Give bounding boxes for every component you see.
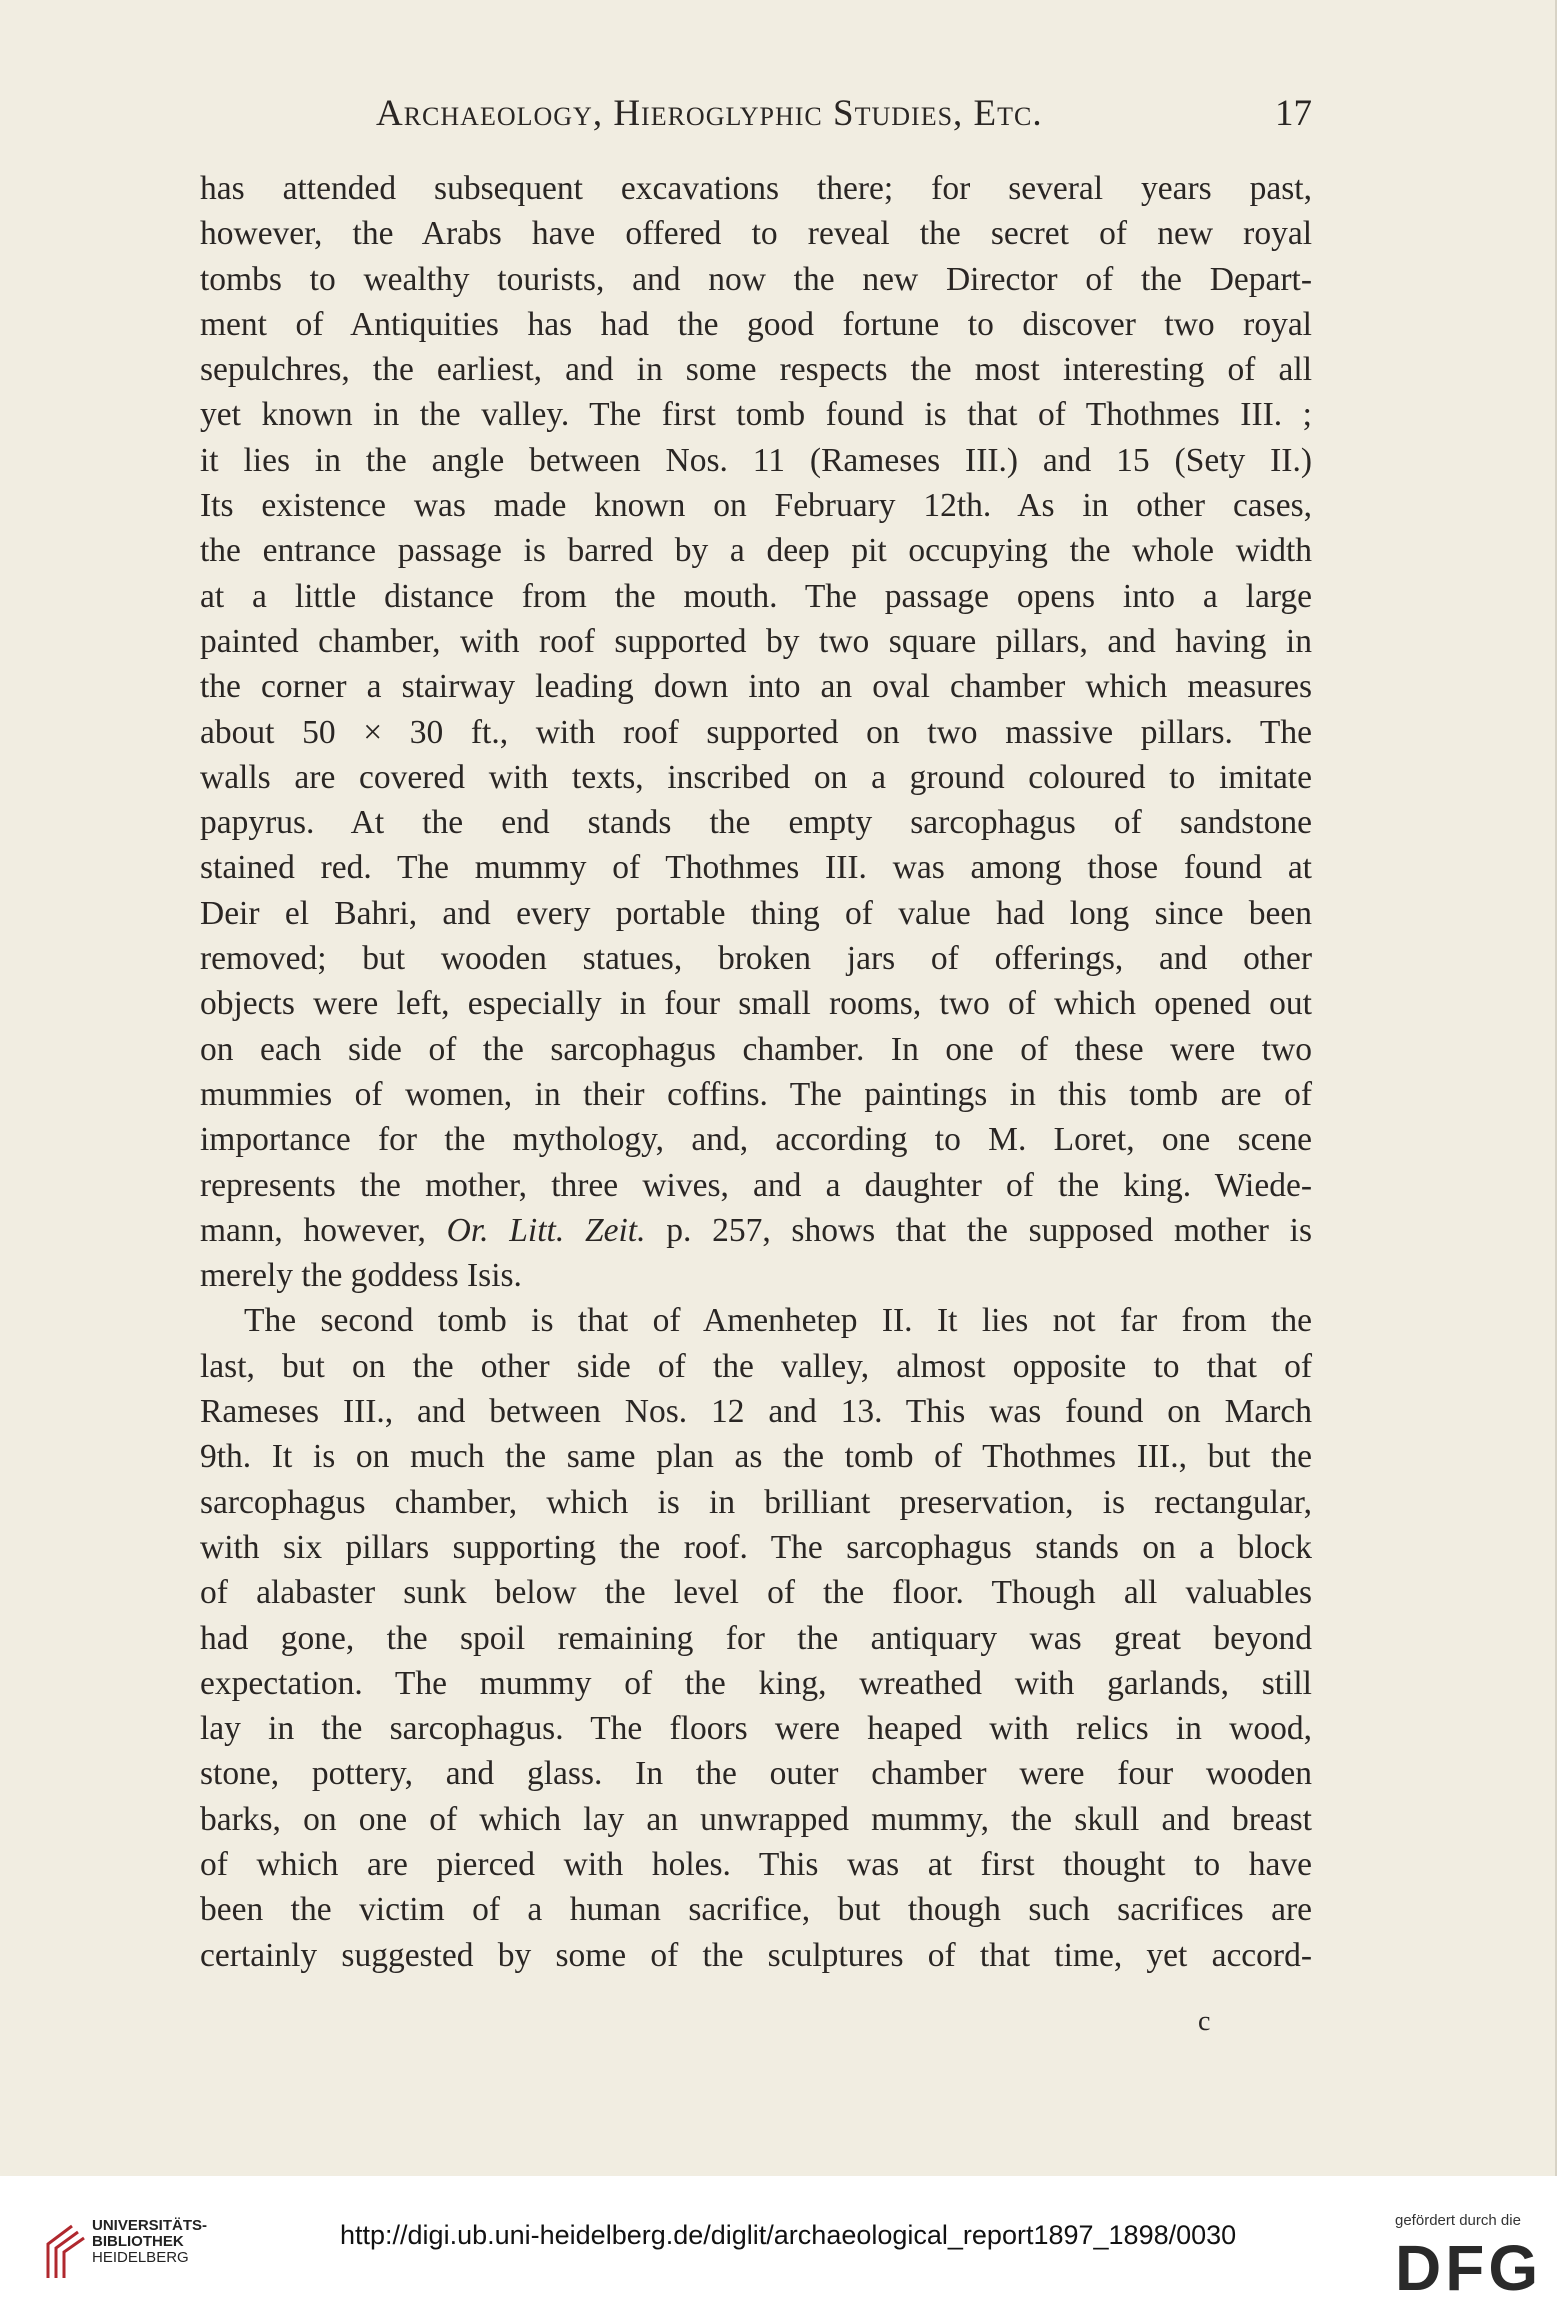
running-head <box>200 92 1312 142</box>
text-line: however, the Arabs have offered to reveal the secret of new royal <box>200 215 1312 253</box>
text-line: lay in the sarcophagus. The floors were heaped with relics in wood, <box>200 1710 1312 1748</box>
text-line: Rameses III., and between Nos. 12 and 13. This was found on March <box>200 1393 1312 1431</box>
footer-bar <box>0 2176 1567 2312</box>
library-logo-icon <box>42 2222 86 2280</box>
running-title: Archaeology, Hieroglyphic Studies, Etc. <box>376 93 1043 134</box>
text-line: The second tomb is that of Amenhetep II. It lies not far from the <box>244 1302 1312 1340</box>
text-line: ment of Antiquities has had the good fortune to discover two royal <box>200 305 1312 343</box>
text-line: yet known in the valley. The first tomb found is that of Thothmes III. ; <box>200 396 1312 434</box>
text-line: it lies in the angle between Nos. 11 (Rameses III.) and 15 (Sety II.) <box>200 441 1312 479</box>
text-line: barks, on one of which lay an unwrapped mummy, the skull and breast <box>200 1800 1312 1838</box>
text-line: the corner a stairway leading down into an oval chamber which measures <box>200 668 1312 706</box>
text-line: merely the goddess Isis. <box>200 1257 522 1295</box>
text-line: certainly suggested by some of the sculptures of that time, yet accord- <box>200 1936 1312 1974</box>
text-line: of alabaster sunk below the level of the floor. Though all valuables <box>200 1574 1312 1612</box>
text-line: papyrus. At the end stands the empty sarcophagus of sandstone <box>200 804 1312 842</box>
text-line: tombs to wealthy tourists, and now the new Director of the Depart- <box>200 260 1312 298</box>
text-line: stone, pottery, and glass. In the outer chamber were four wooden <box>200 1755 1312 1793</box>
text-line: removed; but wooden statues, broken jars of offerings, and other <box>200 940 1312 978</box>
text-line: importance for the mythology, and, according to M. Loret, one scene <box>200 1121 1312 1159</box>
text-line: on each side of the sarcophagus chamber. In one of these were two <box>200 1030 1312 1068</box>
text-line: the entrance passage is barred by a deep pit occupying the whole width <box>200 532 1312 570</box>
text-line: sepulchres, the earliest, and in some respects the most interesting of all <box>200 351 1312 389</box>
text-line: Deir el Bahri, and every portable thing of value had long since been <box>200 894 1312 932</box>
text-line: 9th. It is on much the same plan as the tomb of Thothmes III., but the <box>200 1438 1312 1476</box>
library-name-line: BIBLIOTHEK <box>92 2233 184 2250</box>
text-line: represents the mother, three wives, and a daughter of the king. Wiede- <box>200 1166 1312 1204</box>
text-line: of which are pierced with holes. This was at first thought to have <box>200 1845 1312 1883</box>
library-name-line: HEIDELBERG <box>92 2249 189 2266</box>
funded-by-label: gefördert durch die <box>1395 2212 1521 2229</box>
body-text <box>200 166 1312 1978</box>
text-line: stained red. The mummy of Thothmes III. was among those found at <box>200 849 1312 887</box>
text-line: Its existence was made known on February 12th. As in other cases, <box>200 487 1312 525</box>
dfg-logo: DFG <box>1395 2232 1543 2304</box>
permalink-url[interactable]: http://digi.ub.uni-heidelberg.de/diglit/archaeological_report1897_1898/0030 <box>340 2220 1237 2250</box>
text-line: mann, however, Or. Litt. Zeit. p. 257, shows that the supposed mother is <box>200 1211 1312 1249</box>
text-line: about 50 × 30 ft., with roof supported on two massive pillars. The <box>200 713 1312 751</box>
text-line: at a little distance from the mouth. The passage opens into a large <box>200 577 1312 615</box>
text-line: with six pillars supporting the roof. The sarcophagus stands on a block <box>200 1528 1312 1566</box>
journal-citation: Or. Litt. Zeit. <box>446 1211 646 1249</box>
text-line: sarcophagus chamber, which is in brilliant preservation, is rectangular, <box>200 1483 1312 1521</box>
text-line: objects were left, especially in four small rooms, two of which opened out <box>200 985 1312 1023</box>
text-line: walls are covered with texts, inscribed on a ground coloured to imitate <box>200 758 1312 796</box>
text-line: had gone, the spoil remaining for the antiquary was great beyond <box>200 1619 1312 1657</box>
text-line: last, but on the other side of the valley, almost opposite to that of <box>200 1347 1312 1385</box>
text-line: expectation. The mummy of the king, wreathed with garlands, still <box>200 1664 1312 1702</box>
library-name <box>92 2218 207 2266</box>
library-name-line: UNIVERSITÄTS- <box>92 2217 208 2234</box>
text-line: been the victim of a human sacrifice, but though such sacrifices are <box>200 1891 1312 1929</box>
text-line: has attended subsequent excavations there; for several years past, <box>200 170 1312 207</box>
page-number: 17 <box>1275 93 1312 134</box>
text-line: mummies of women, in their coffins. The paintings in this tomb are of <box>200 1075 1312 1113</box>
signature-mark: c <box>1198 2006 1211 2037</box>
text-line: painted chamber, with roof supported by two square pillars, and having in <box>200 622 1312 660</box>
